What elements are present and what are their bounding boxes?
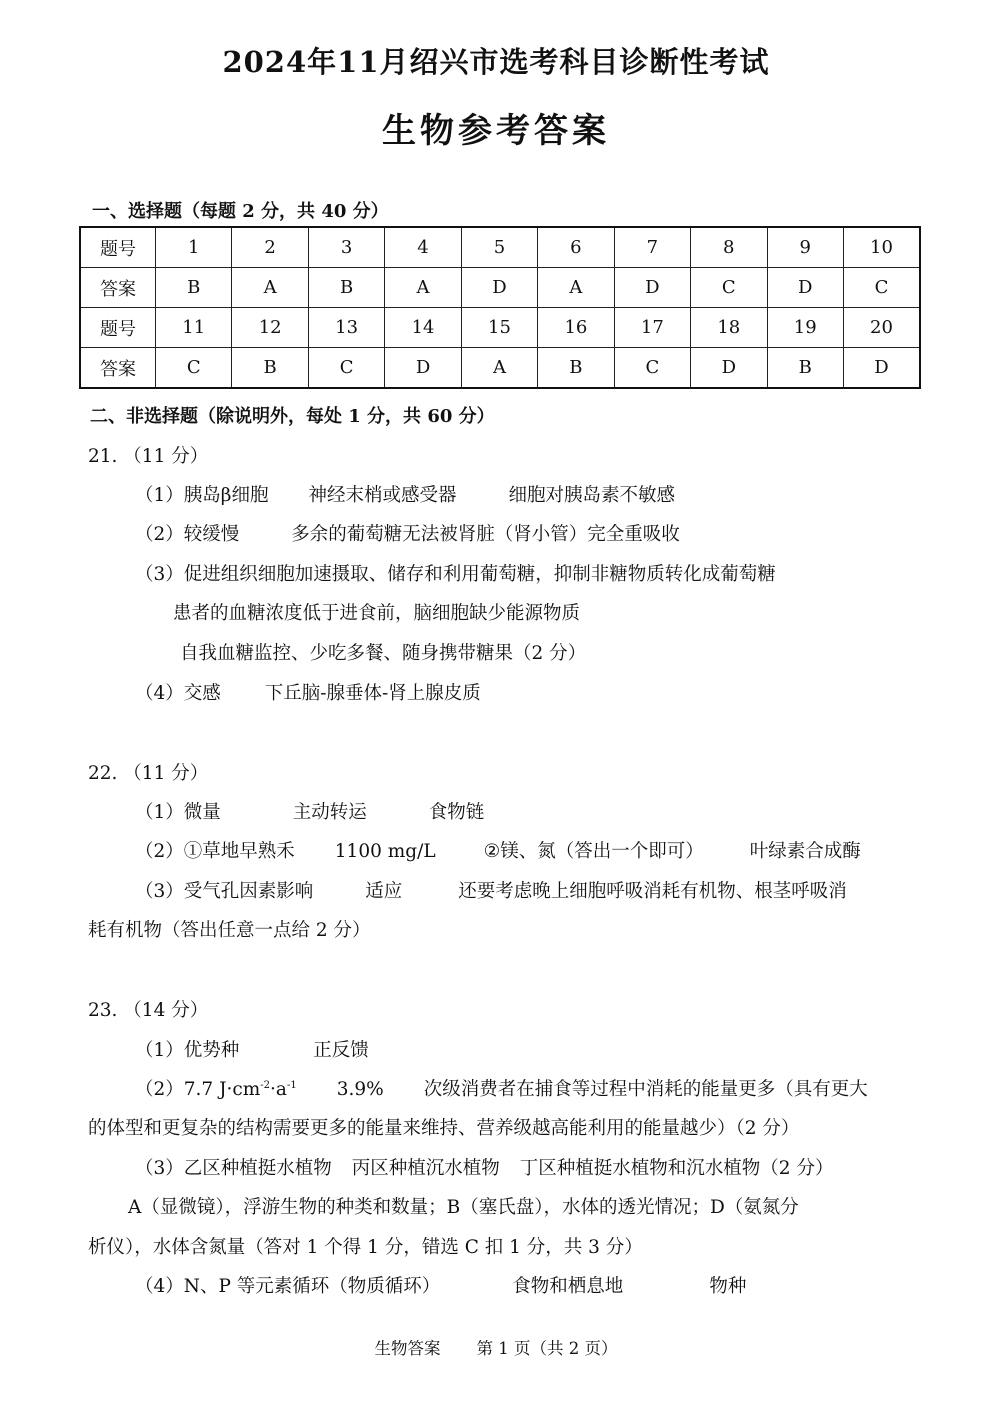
q23-part2 <box>135 1075 868 1101</box>
answer-cell: A <box>232 268 308 308</box>
answer-cell: C <box>308 348 384 389</box>
answer-text: 1100 mg/L <box>334 841 436 862</box>
answer-cell: B <box>767 348 843 389</box>
q22-part3 <box>135 877 847 903</box>
question-number: 17 <box>614 308 690 348</box>
question-number: 13 <box>308 308 384 348</box>
q21-part3-line3: 自我血糖监控、少吃多餐、随身携带糖果（2 分） <box>180 643 587 664</box>
answer-text: 物种 <box>709 1276 747 1297</box>
page-footer <box>0 1335 992 1359</box>
answer-cell: D <box>461 268 537 308</box>
q21-part2 <box>135 520 680 546</box>
answer-cell: A <box>461 348 537 389</box>
answer-text: （2）①草地早熟禾 <box>135 841 295 862</box>
row-label: 答案 <box>80 348 156 389</box>
answer-cell: B <box>232 348 308 389</box>
answer-text: （4）交感 <box>135 683 221 704</box>
answer-cell: D <box>767 268 843 308</box>
row-label: 答案 <box>80 268 156 308</box>
answer-text: 3.9% <box>336 1079 384 1100</box>
q21-part3-line2: 患者的血糖浓度低于进食前，脑细胞缺少能源物质 <box>173 603 581 624</box>
answer-cell: B <box>156 268 232 308</box>
question-number: 11 <box>156 308 232 348</box>
answer-text: 主动转运 <box>292 802 367 823</box>
table-row <box>80 227 920 268</box>
question-number: 7 <box>614 227 690 268</box>
table-row <box>80 308 920 348</box>
answer-text: （1）优势种 <box>135 1040 240 1061</box>
answer-text: （1）胰岛β细胞 <box>135 485 269 506</box>
q21-part1 <box>135 481 675 507</box>
answer-text: 丁区种植挺水植物和沉水植物（2 分） <box>519 1158 834 1179</box>
answer-cell: D <box>691 348 767 389</box>
table-row <box>80 268 920 308</box>
question-number: 4 <box>385 227 461 268</box>
answer-text: ·a <box>270 1079 287 1100</box>
answer-cell: C <box>691 268 767 308</box>
answer-text: 下丘脑-腺垂体-肾上腺皮质 <box>264 683 481 704</box>
answer-text: 食物和栖息地 <box>512 1276 624 1297</box>
q22-part1 <box>135 798 484 824</box>
row-label: 题号 <box>80 227 156 268</box>
q21-header: 21. （11 分） <box>88 446 209 467</box>
q21-part4 <box>135 679 481 705</box>
answer-cell: D <box>843 348 920 389</box>
answer-cell: C <box>156 348 232 389</box>
answer-text: 次级消费者在捕食等过程中消耗的能量更多（具有更大 <box>423 1079 868 1100</box>
section2-heading: 二、非选择题（除说明外，每处 1 分，共 60 分） <box>90 406 495 427</box>
row-label: 题号 <box>80 308 156 348</box>
section1-heading: 一、选择题（每题 2 分，共 40 分） <box>92 201 389 222</box>
question-number: 14 <box>385 308 461 348</box>
question-number: 19 <box>767 308 843 348</box>
answer-cell: D <box>385 348 461 389</box>
page-number: 第 1 页（共 2 页） <box>476 1339 618 1358</box>
answer-text: 细胞对胰岛素不敏感 <box>508 485 675 506</box>
answer-text: （2）7.7 J·cm <box>135 1079 261 1100</box>
question-number: 3 <box>308 227 384 268</box>
answer-text: 正反馈 <box>313 1040 369 1061</box>
answer-text: （1）微量 <box>135 802 221 823</box>
question-number: 16 <box>538 308 614 348</box>
footer-label: 生物答案 <box>374 1339 441 1358</box>
answer-cell: C <box>614 348 690 389</box>
exponent: -2 <box>260 1079 271 1091</box>
answer-text: 还要考虑晚上细胞呼吸消耗有机物、根茎呼吸消 <box>458 881 847 902</box>
exam-title: 2024年11月绍兴市选考科目诊断性考试 <box>222 45 770 79</box>
answer-table <box>79 226 921 389</box>
q22-part3-cont: 耗有机物（答出任意一点给 2 分） <box>88 920 371 941</box>
question-number: 20 <box>843 308 920 348</box>
q22-part2 <box>135 837 861 863</box>
answer-text: 多余的葡萄糖无法被肾脏（肾小管）完全重吸收 <box>291 524 680 545</box>
answer-text: （3）受气孔因素影响 <box>135 881 314 902</box>
answer-text: （2）较缓慢 <box>135 524 240 545</box>
q23-part4 <box>135 1272 746 1298</box>
q23-part3 <box>135 1154 833 1180</box>
q23-part3-line2: A（显微镜），浮游生物的种类和数量；B（塞氏盘），水体的透光情况；D（氨氮分 <box>128 1197 799 1218</box>
question-number: 1 <box>156 227 232 268</box>
answer-text: 叶绿素合成酶 <box>749 841 861 862</box>
answer-text: （3）乙区种植挺水植物 <box>135 1158 332 1179</box>
q23-part1 <box>135 1036 369 1062</box>
exponent: -1 <box>286 1079 297 1091</box>
answer-cell: B <box>308 268 384 308</box>
answer-text: 食物链 <box>428 802 485 823</box>
answer-text: （4）N、P 等元素循环（物质循环） <box>135 1276 441 1297</box>
question-number: 18 <box>691 308 767 348</box>
question-number: 6 <box>538 227 614 268</box>
q23-header: 23. （14 分） <box>88 1000 209 1021</box>
q23-part2-cont: 的体型和更复杂的结构需要更多的能量来维持、营养级越高能利用的能量越少）（2 分） <box>88 1118 800 1139</box>
question-number: 12 <box>232 308 308 348</box>
answer-text: ②镁、氮（答出一个即可） <box>483 841 704 862</box>
q21-part3-line1: （3）促进组织细胞加速摄取、储存和利用葡萄糖，抑制非糖物质转化成葡萄糖 <box>135 564 776 585</box>
question-number: 8 <box>691 227 767 268</box>
question-number: 10 <box>843 227 920 268</box>
answer-cell: D <box>614 268 690 308</box>
question-number: 5 <box>461 227 537 268</box>
table-row <box>80 348 920 389</box>
answer-text: 神经末梢或感受器 <box>308 485 457 506</box>
q23-part3-line3: 析仪），水体含氮量（答对 1 个得 1 分，错选 C 扣 1 分，共 3 分） <box>88 1237 643 1258</box>
answer-cell: A <box>538 268 614 308</box>
answer-text: 丙区种植沉水植物 <box>351 1158 500 1179</box>
answer-cell: C <box>843 268 920 308</box>
question-number: 15 <box>461 308 537 348</box>
answer-cell: A <box>385 268 461 308</box>
question-number: 9 <box>767 227 843 268</box>
answer-text: 适应 <box>365 881 403 902</box>
q22-header: 22. （11 分） <box>88 763 209 784</box>
question-number: 2 <box>232 227 308 268</box>
answer-key-title: 生物参考答案 <box>382 111 610 151</box>
answer-cell: B <box>538 348 614 389</box>
